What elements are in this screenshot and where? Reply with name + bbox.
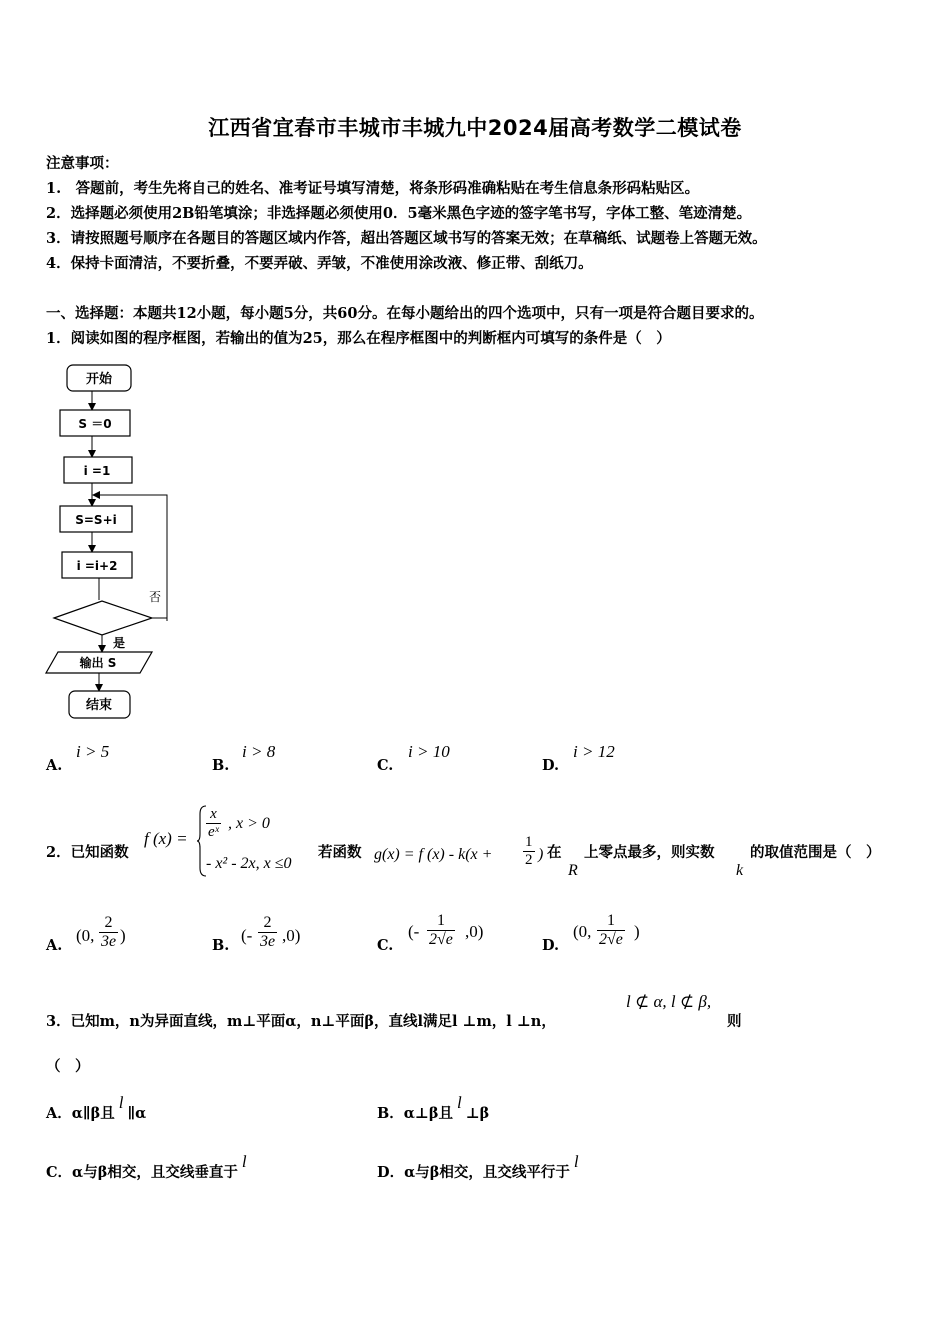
q2-g-num: 1 <box>525 834 533 850</box>
q2-case1-num: x <box>206 806 221 824</box>
q2-tail: 的取值范围是（ ） <box>750 844 881 861</box>
q3-option-b-pre: α⊥β且 <box>403 1105 453 1122</box>
q1-option-a-expr: i > 5 <box>76 742 110 761</box>
flowchart <box>40 355 190 725</box>
q3-stem: 3．已知m，n为异面直线，m⊥平面α，n⊥平面β，直线l满足l ⊥m，l ⊥n， <box>46 1013 556 1030</box>
q2-option-d-num: 1 <box>597 912 625 931</box>
flow-start-label: 开始 <box>85 372 113 387</box>
notice-item-2: 2．选择题必须使用2B铅笔填涂；非选择题必须使用0．5毫米黑色字迹的签字笔书写，字体工整、笔迹清楚。 <box>46 205 752 222</box>
q3-option-b <box>377 1093 490 1123</box>
q3-option-b-label: B． <box>377 1105 404 1122</box>
q2-option-d-den: 2√e <box>599 930 623 948</box>
q3-option-a-l: l <box>118 1093 124 1112</box>
q3-option-c <box>46 1152 251 1182</box>
q3-option-a-label: A． <box>46 1105 72 1122</box>
q2-option-b-frac <box>258 914 277 950</box>
q2-option-b-left: (- <box>241 926 253 945</box>
q3-ze: 则 <box>727 1013 742 1030</box>
q3-option-a-pre: α∥β且 <box>71 1105 115 1122</box>
q3-option-c-pre: α与β相交，且交线垂直于 <box>72 1164 238 1181</box>
q3-option-b-post: ⊥β <box>465 1105 490 1122</box>
q2-after: 上零点最多，则实数 <box>584 844 715 861</box>
q2-option-c-frac <box>427 912 455 948</box>
q2-g-right: ) <box>538 846 544 863</box>
notice-item-4: 4．保持卡面清洁，不要折叠，不要弄破、弄皱，不准使用涂改液、修正带、刮纸刀。 <box>46 255 593 272</box>
q2-case2: - x² - 2x, x ≤0 <box>206 855 292 872</box>
q1-option-a-label: A. <box>46 757 63 774</box>
q2-case1-frac <box>206 806 221 840</box>
q2-option-a-label: A. <box>46 937 63 954</box>
q2-option-c-den: 2√e <box>429 930 453 948</box>
q3-paren: （ ） <box>46 1058 90 1075</box>
q2-option-b-right: ,0) <box>282 926 301 945</box>
q2-option-d-label: D. <box>542 937 560 954</box>
flow-ii-label: i =i+2 <box>76 559 118 573</box>
q2-fx: f (x) = <box>144 829 188 848</box>
page-title: 江西省宜春市丰城市丰城九中2024届高考数学二模试卷 <box>208 116 742 140</box>
q2-option-a-right: ) <box>120 926 126 945</box>
q2-option-b-num: 2 <box>258 914 277 933</box>
q2-mid: 若函数 <box>318 844 362 861</box>
q2-case1-den: eˣ <box>208 823 219 840</box>
q2-option-d-left: (0, <box>573 922 592 941</box>
notice-item-1: 1. 答题前，考生先将自己的姓名、准考证号填写清楚，将条形码准确粘贴在考生信息条形码粘贴区。 <box>46 180 700 197</box>
flow-s0-label: S ＝0 <box>78 417 112 431</box>
q2-option-d-frac <box>597 912 625 948</box>
flow-decision-diamond <box>54 601 152 635</box>
q1-option-c-label: C. <box>377 757 394 774</box>
q3-option-d-pre: α与β相交，且交线平行于 <box>404 1164 570 1181</box>
flow-output-label: 输出 S <box>79 656 117 670</box>
q2-option-c-num: 1 <box>427 912 455 931</box>
q1-option-b-label: B. <box>212 757 230 774</box>
q3-condition: l ⊄ α, l ⊄ β, <box>626 992 712 1011</box>
q2-option-a-den: 3e <box>101 932 117 950</box>
flow-no-label: 否 <box>149 590 162 604</box>
q2-zai: 在 <box>547 844 562 861</box>
q3-option-d-label: D． <box>377 1164 405 1181</box>
q2-option-b-label: B. <box>212 937 230 954</box>
q3-option-c-label: C． <box>46 1164 73 1181</box>
q1-option-c-expr: i > 10 <box>408 742 450 761</box>
q3-option-a-post: ∥α <box>127 1105 147 1122</box>
q1-option-d-label: D. <box>542 757 560 774</box>
q2-option-a-left: (0, <box>76 926 95 945</box>
section-heading: 一、选择题：本题共12小题，每小题5分，共60分。在每小题给出的四个选项中，只有一项是符合题目要求的。 <box>46 305 764 322</box>
q2-option-b-den: 3e <box>260 932 276 950</box>
q2-g-den: 2 <box>525 851 533 868</box>
q1-option-d-expr: i > 12 <box>573 742 615 761</box>
q2-option-c-right: ,0) <box>465 922 484 941</box>
q2-option-a-frac <box>99 914 118 950</box>
flow-ss-label: S=S+i <box>75 513 117 527</box>
flow-yes-label: 是 <box>113 636 126 650</box>
q2-k: k <box>736 862 744 879</box>
q3-option-d <box>377 1152 583 1182</box>
q2-g-frac <box>523 834 535 868</box>
q2-case1-cond: , x > 0 <box>228 815 270 832</box>
q3-option-a <box>46 1093 147 1123</box>
q3-option-d-l: l <box>573 1152 579 1171</box>
flow-end-label: 结束 <box>85 698 113 713</box>
q2-option-a-num: 2 <box>99 914 118 933</box>
notice-item-3: 3．请按照题号顺序在各题目的答题区域内作答，超出答题区域书写的答案无效；在草稿纸、试题卷上答题无效。 <box>46 230 767 247</box>
flow-i1-label: i =1 <box>83 464 111 478</box>
q2-option-c-label: C. <box>377 937 394 954</box>
question-1-stem: 1．阅读如图的程序框图，若输出的值为25，那么在程序框图中的判断框内可填写的条件是（ ） <box>46 330 671 347</box>
q1-option-b-expr: i > 8 <box>242 742 276 761</box>
q2-R: R <box>568 862 578 879</box>
q2-option-d-right: ) <box>634 922 640 941</box>
q2-g-left: g(x) = f (x) - k(x + <box>374 846 493 863</box>
q2-option-c-left: (- <box>408 922 420 941</box>
notice-heading: 注意事项： <box>46 155 119 172</box>
q3-option-c-l: l <box>241 1152 247 1171</box>
q2-prefix: 2．已知函数 <box>46 844 129 861</box>
q3-option-b-l: l <box>456 1093 462 1112</box>
